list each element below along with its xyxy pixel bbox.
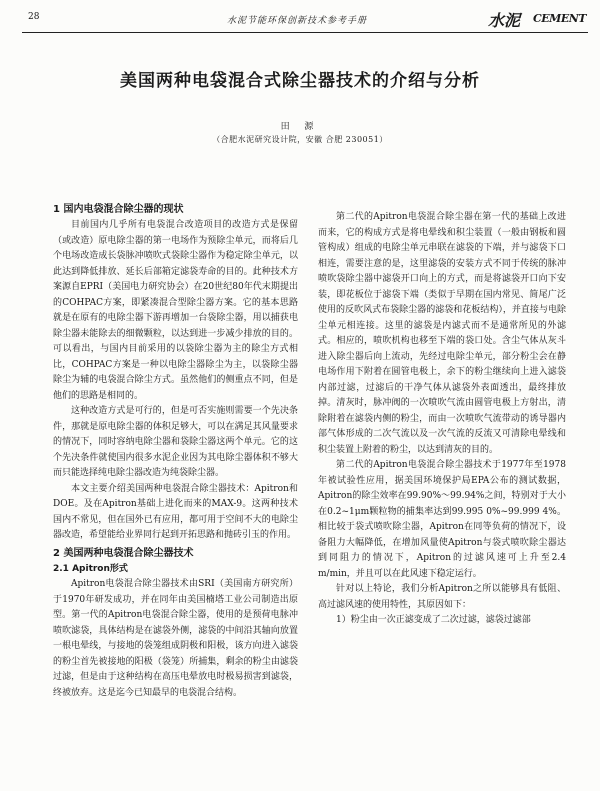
section-2-1-paragraph-3: 第二代的Apitron电袋混合除尘器技术于1977年至1978年被试验性应用，据美国环境保护局EPA公布的测试数据，Apitron的除尘效率在99.90%～99.94%之间，特别对于大小在0.2~1μm颗粒物的捕集率达到99.995 0%~99.999 4%。相比较于袋式喷吹除尘器，Apitron在同等负荷的情况下，设备阻力大幅降低，在增加风量使Apitron与袋式喷吹除尘器达到同阻力的情况下，Apitron的过滤风速可上升至2.4 m/min，并且可以在此风速下稳定运行。 [318,460,566,579]
left-column [53,200,298,701]
section-2-1-heading: 2.1 Apitron形式 [53,563,128,574]
section-1-paragraph-1: 目前国内几乎所有电袋混合改造项目的改造方式是保留（或改造）原电除尘器的第一电场作为预除尘单元，而将后几个电场改造成长袋脉冲喷吹式袋除尘器作为稳定除尘单元，以此达到降低排放、延长后部箱定滤袋寿命的目的。此种技术方案源自EPRI（美国电力研究协会）在20世纪80年代末期提出的COHPAC方案，即紧凑混合型除尘器方案。它的基本思路就是在原有的电除尘器下游再增加一台袋除尘器，用以捕获电除尘器未能除去的细微颗粒，以达到进一步减少排放的目的。可以看出，与国内目前采用的以袋除尘器为主的除尘方式相比，COHPAC方案是一种以电除尘器除尘为主，以袋除尘器除尘为辅的电袋混合除尘方式。虽然他们的侧重点不同，但是他们的思路是相同的。 [53,220,298,401]
journal-title: 水泥节能环保创新技术参考手册 [227,16,368,26]
article-affiliation: （合肥水泥研究设计院，安徽 合肥 230051） [212,135,388,144]
page-number: 28 [28,12,40,22]
section-2-heading: 2 美国两种电袋混合除尘器技术 [53,547,194,559]
section-2-1-paragraph-4: 针对以上特论，我们分析Apitron之所以能够具有低阻、高过滤风速的使用特性，其原因如下： [318,584,566,610]
section-2-1-paragraph-5: 1）粉尘由一次正滤变成了二次过滤，滤袋过滤部 [336,615,531,625]
section-1-heading: 1 国内电袋混合除尘器的现状 [53,204,184,215]
journal-logo-english: CEMENT [533,12,586,25]
journal-logo-chinese: 水泥 [487,11,520,30]
running-header [22,8,588,33]
right-column [318,210,566,629]
section-2-1-paragraph-2: 第二代的Apitron电袋混合除尘器在第一代的基础上改进而来，它的构成方式是将电晕线和积尘装置（一般由钢板和圆管构成）组成的电除尘单元串联在滤袋的下端，并与滤袋下口相连，需要注意的是，这里滤袋的安装方式不同于传统的脉冲喷吹袋除尘器中滤袋开口向上的方式，而是将滤袋开口向下安装，即花板位于滤袋下端（类似于早期在国内常见、简尾广泛使用的反吹风式布袋除尘器的滤袋和花板结构），并直接与电除尘单元相连接。这里的滤袋是内滤式而不是通常所见的外滤式。相应的，喷吹机构也移至下端的袋口处。含尘气体从灰斗进入除尘器后向上流动，先经过电除尘单元，部分粉尘会在静电场作用下附着在圆管电极上，余下的粉尘继续向上进入滤袋内部过滤，过滤后的干净气体从滤袋外表面透出，最终排放掉。清灰时，脉冲阀的一次喷吹气流由圆管电极上方射出，清除附着在滤袋内侧的粉尘，而由一次喷吹气流带动的诱导器内部气体形成的二次气流以及一次气流的反流又可清除电晕线和积尘装置上附着的粉尘，以达到清灰的目的。 [318,212,566,455]
section-1-paragraph-3: 本文主要介绍美国两种电袋混合除尘器技术：Apitron和DOE。及在Apitron基础上进化而来的MAX-9。这两种技术国内不常见，但在国外已有应用，都可用于空间不大的电除尘器改造，希望能给业界同行起到开拓思路和抛砖引玉的作用。 [53,483,298,540]
section-2-1-paragraph-1: Apitron电袋混合除尘器技术由SRI（美国南方研究所）于1970年研发成功，并在同年由美国楠塔工业公司制造出原型。第一代的Apitron电袋混合除尘器，使用的是预荷电脉冲喷吹滤袋，具体结构是在滤袋外侧，滤袋的中间沿其轴向放置一根电晕线，与接地的袋笼组成阴极和阳极，该方向进入滤袋的粉尘首先被接地的阳极（袋笼）所捕集，剩余的粉尘由滤袋过滤，但是由于这种结构在高压电晕放电时极易损害到滤袋，终被放弃。这是迄今已知最早的电袋混合结构。 [53,579,298,698]
article-title: 美国两种电袋混合式除尘器技术的介绍与分析 [120,71,480,91]
section-1-paragraph-2: 这种改造方式是可行的，但是可否实施则需要一个先决条件，那就是原电除尘器的体积足够大，可以在满足其风量要求的情况下，同时容纳电除尘器和袋除尘器这两个单元。它的这个先决条件就使国内很多水泥企业因为其电除尘器体积不够大而只能选择纯电除尘器改造为纯袋除尘器。 [53,406,298,478]
article-author: 田 源 [280,122,320,132]
